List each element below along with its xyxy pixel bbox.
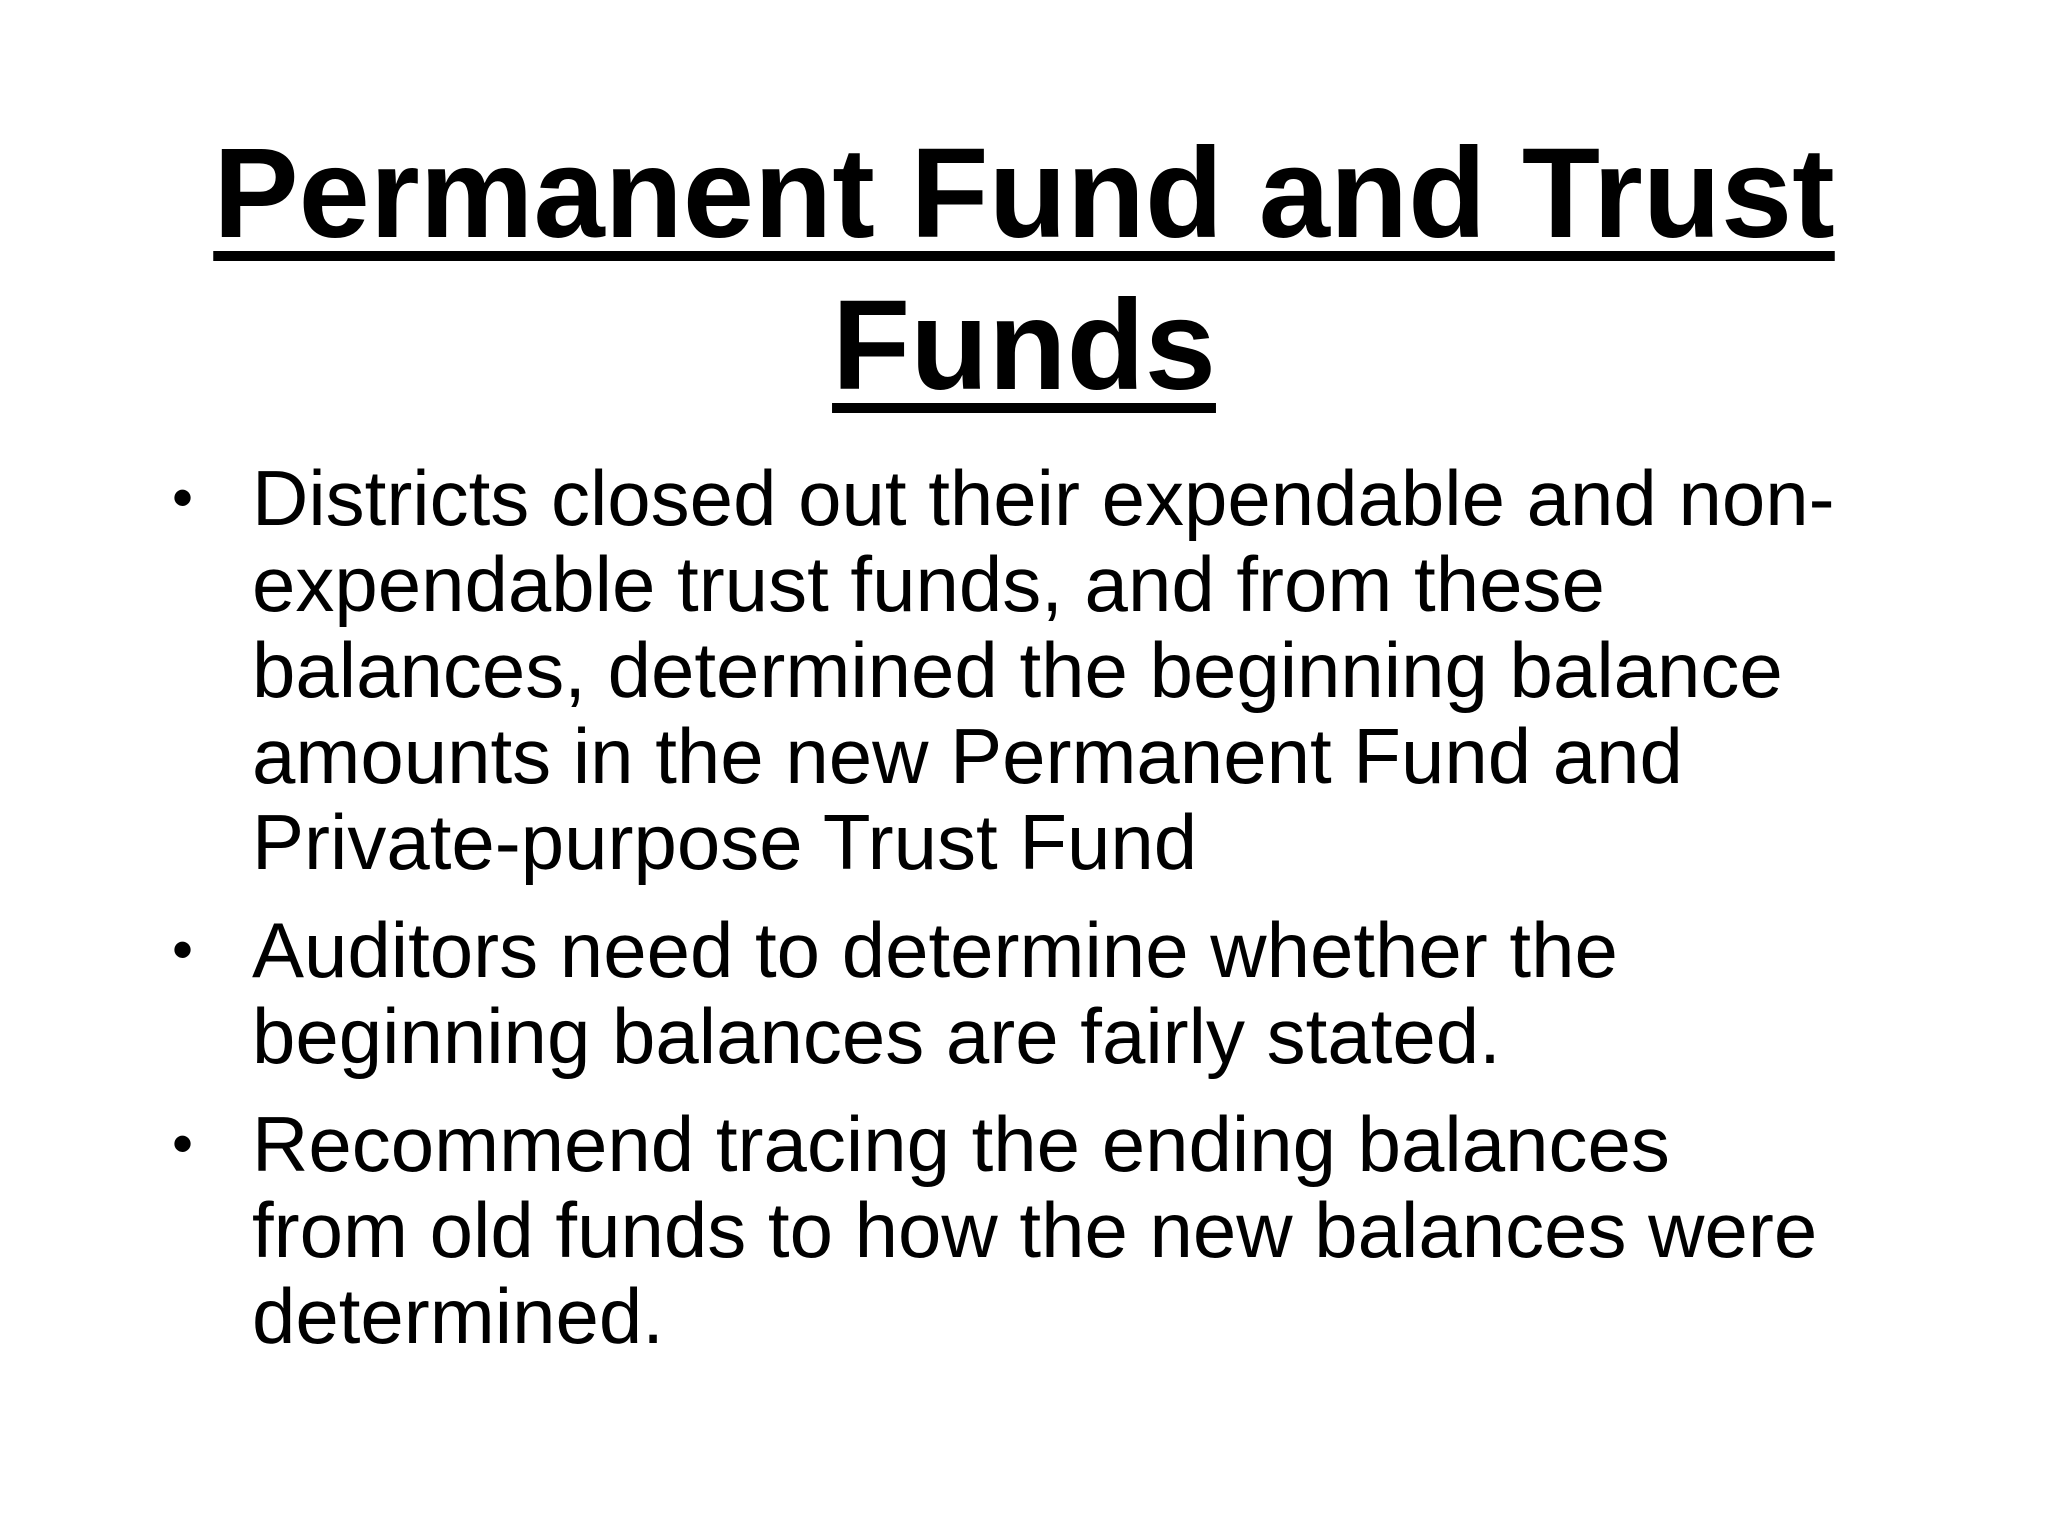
bullet-list (0, 455, 2048, 1381)
bullet-marker-icon: • (172, 464, 194, 531)
bullet-line: balances, determined the beginning balance (252, 626, 1783, 714)
bullet-item (0, 907, 2048, 1079)
bullet-line: Districts closed out their expendable and non- (252, 454, 1835, 542)
bullet-marker-icon: • (172, 1110, 194, 1177)
bullet-line: beginning balances are fairly stated. (252, 992, 1501, 1080)
bullet-line: Private-purpose Trust Fund (252, 798, 1198, 886)
bullet-marker-icon: • (172, 916, 194, 983)
slide-title-line-2: Funds (832, 274, 1216, 417)
bullet-line: from old funds to how the new balances were (252, 1186, 1818, 1274)
bullet-line: Recommend tracing the ending balances (252, 1100, 1670, 1188)
bullet-line: Auditors need to determine whether the (252, 906, 1618, 994)
bullet-line: expendable trust funds, and from these (252, 540, 1605, 628)
bullet-item (0, 455, 2048, 885)
bullet-item (0, 1101, 2048, 1359)
slide-title-line-1: Permanent Fund and Trust (213, 122, 1835, 265)
slide-title (0, 118, 2048, 422)
bullet-line: amounts in the new Permanent Fund and (252, 712, 1683, 800)
bullet-line: determined. (252, 1272, 664, 1360)
